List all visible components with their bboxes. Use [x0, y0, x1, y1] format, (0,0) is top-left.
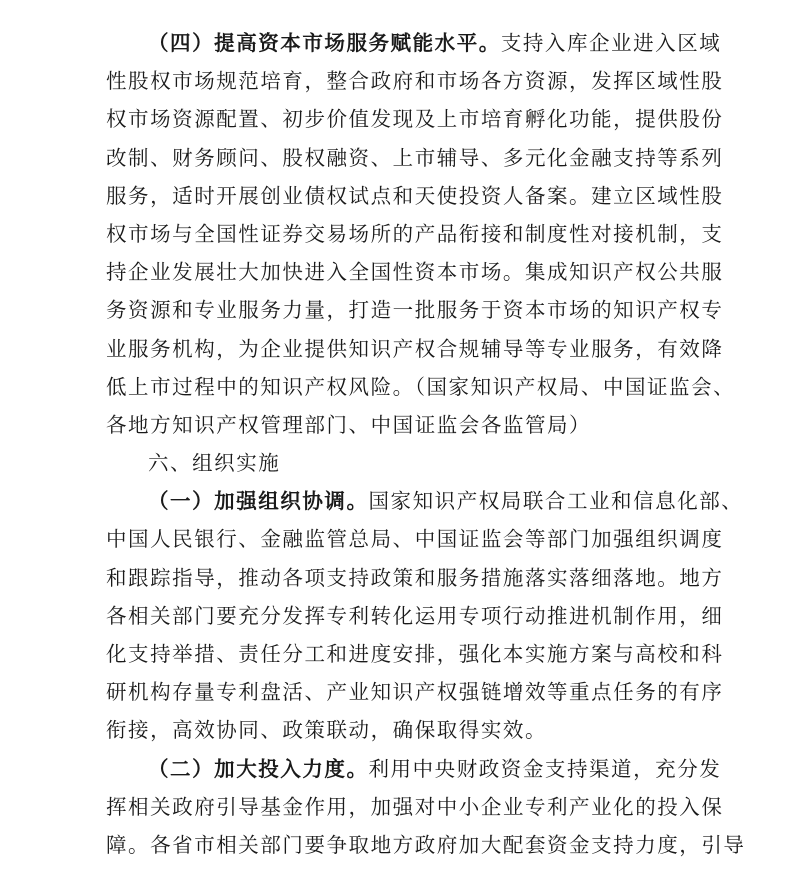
paragraph-line: 和跟踪指导，推动各项支持政策和服务措施落实落细落地。地方 [106, 565, 724, 590]
paragraph-line: 化支持举措、责任分工和进度安排，强化本实施方案与高校和科 [106, 642, 724, 666]
paragraph-line: 服务，适时开展创业债权试点和天使投资人备案。建立区域性股 [106, 183, 724, 208]
paragraph-line [106, 24, 722, 62]
paragraph-line: 低上市过程中的知识产权风险。（国家知识产权局、中国证监会、 [106, 374, 736, 399]
paragraph-line: 挥相关政府引导基金作用，加强对中小企业专利产业化的投入保 [106, 794, 724, 819]
paragraph-line: 权市场资源配置、初步价值发现及上市培育孵化功能，提供股份 [106, 107, 724, 132]
paragraph-line: 性股权市场规范培育，整合政府和市场各方资源，发挥区域性股 [106, 69, 724, 94]
section-heading: （二）加大投入力度。 [148, 756, 369, 781]
paragraph-line: 改制、财务顾问、股权融资、上市辅导、多元化金融支持等系列 [106, 145, 724, 170]
paragraph-line: 各地方知识产权管理部门、中国证监会各监管局） [106, 412, 592, 437]
paragraph-line [106, 482, 744, 520]
chapter-heading: 六、组织实施 [148, 451, 281, 476]
paragraph-line [106, 750, 722, 788]
document-page [106, 24, 746, 864]
paragraph-line: 务资源和专业服务力量，打造一批服务于资本市场的知识产权专 [106, 298, 724, 323]
paragraph-text: 国家知识产权局联合工业和信息化部、 [368, 489, 744, 514]
paragraph-line: 各相关部门要充分发挥专利转化运用专项行动推进机制作用，细 [106, 603, 724, 628]
paragraph-text: 利用中央财政资金支持渠道，充分发 [368, 756, 722, 781]
paragraph-line: 权市场与全国性证券交易场所的产品衔接和制度性对接机制，支 [106, 221, 724, 246]
paragraph-line: 衔接，高效协同、政策联动，确保取得实效。 [106, 718, 547, 743]
paragraph-line: 研机构存量专利盘活、产业知识产权强链增效等重点任务的有序 [106, 680, 724, 705]
paragraph-line: 中国人民银行、金融监管总局、中国证监会等部门加强组织调度 [106, 527, 724, 552]
paragraph-text: 支持入库企业进入区域 [500, 31, 722, 55]
section-heading: （四）提高资本市场服务赋能水平。 [148, 31, 501, 55]
paragraph-line: 障。各省市相关部门要争取地方政府加大配套资金支持力度，引导 [106, 832, 746, 857]
section-heading: （一）加强组织协调。 [148, 489, 369, 514]
paragraph-line: 业服务机构，为企业提供知识产权合规辅导等专业服务，有效降 [106, 336, 724, 361]
paragraph-line: 持企业发展壮大加快进入全国性资本市场。集成知识产权公共服 [106, 260, 724, 285]
